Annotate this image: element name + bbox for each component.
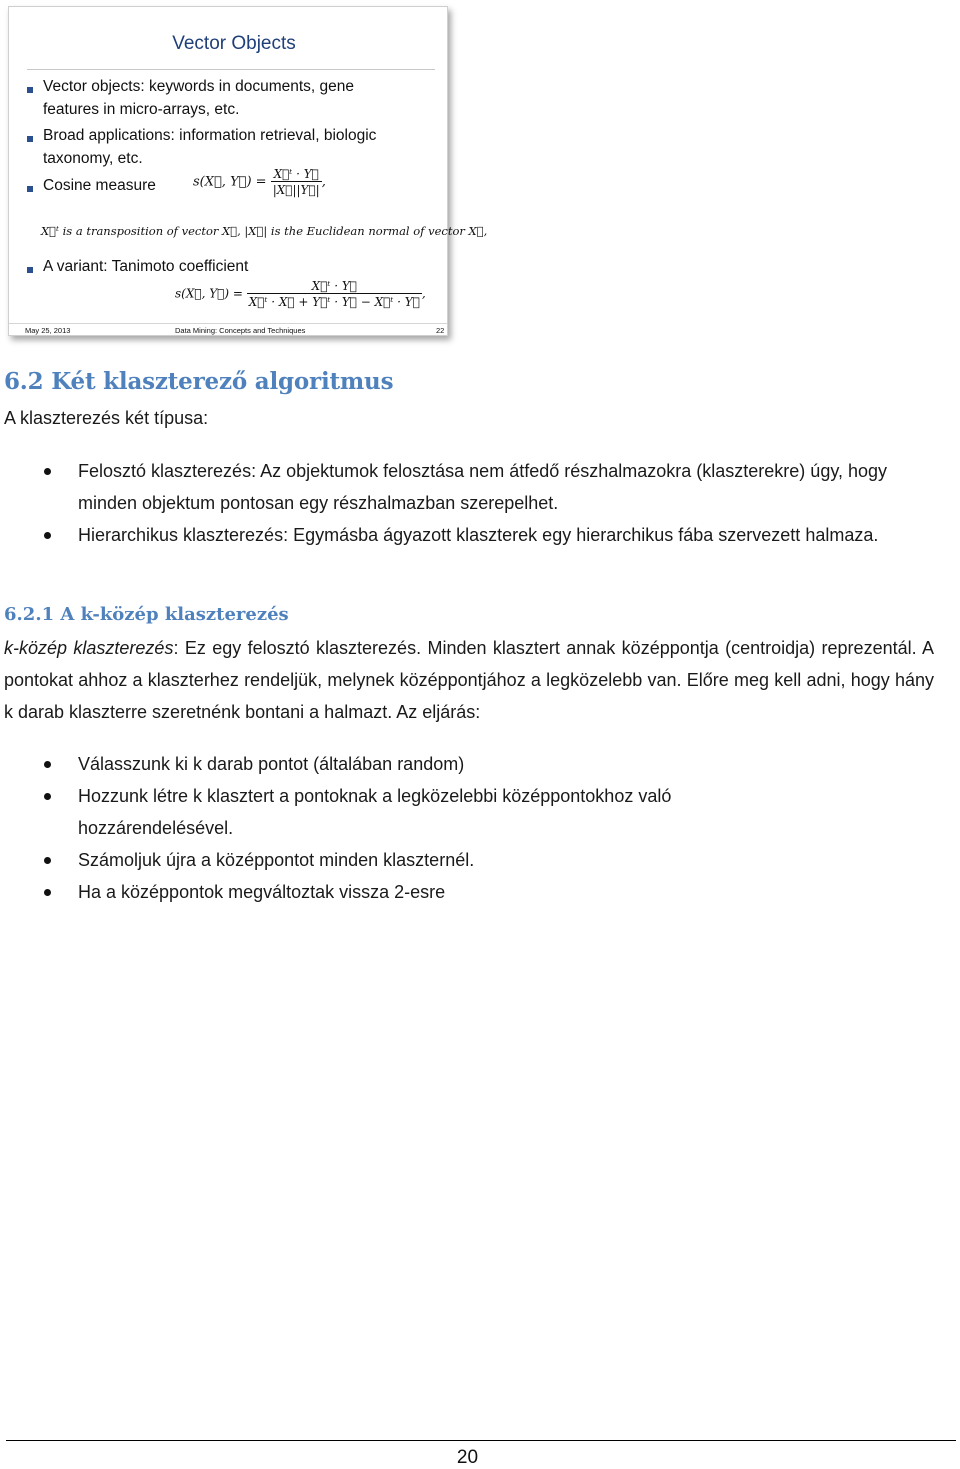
section-heading: 6.2 Két klaszterező algoritmus bbox=[4, 368, 394, 395]
slide-footer-date: May 25, 2013 bbox=[25, 326, 71, 335]
section-intro: A klaszterezés két típusa: bbox=[4, 408, 209, 428]
slide-footer-rule bbox=[9, 323, 447, 324]
slide-image bbox=[8, 6, 488, 336]
clustering-types-list bbox=[0, 455, 930, 551]
subsection-heading: 6.2.1 A k-közép klaszterezés bbox=[4, 604, 289, 625]
slide-bullet-square bbox=[27, 87, 33, 93]
list-item: Hozzunk létre k klasztert a pontoknak a legközelebbi középpontokhoz való hozzárendelésével. bbox=[0, 780, 930, 844]
page-number: 20 bbox=[456, 1447, 479, 1468]
slide-bullet-vector-objects: Vector objects: keywords in documents, gene features in micro-arrays, etc. bbox=[43, 78, 355, 118]
list-item: Ha a középpontok megváltoztak vissza 2-esre bbox=[0, 876, 930, 908]
slide-bullet-square bbox=[27, 186, 33, 192]
bullet-dot bbox=[44, 793, 51, 800]
bullet-dot bbox=[44, 889, 51, 896]
kmeans-steps-list bbox=[0, 748, 930, 908]
transposition-note: X⃗ᵗ is a transposition of vector X⃗, |X⃗| is the Euclidean normal of vector X⃗, bbox=[41, 224, 488, 238]
kmeans-term: k-közép klaszterezés bbox=[4, 638, 174, 658]
slide-bullet-square bbox=[27, 267, 33, 273]
cosine-formula: s(X⃗, Y⃗) = $\frac{\text{X⃗ᵗ · Y⃗}}{|X⃗||Y⃗|}$ , bbox=[193, 167, 326, 197]
slide-title: Vector Objects bbox=[172, 33, 296, 54]
list-item: Válasszunk ki k darab pontot (általában random) bbox=[0, 748, 930, 780]
list-item: Számoljuk újra a középpontot minden klaszternél. bbox=[0, 844, 930, 876]
slide-bullet-square bbox=[27, 136, 33, 142]
tanimoto-formula: s(X⃗, Y⃗) = $\frac{\text{X⃗ᵗ · Y⃗}}{\text{X⃗ᵗ · X⃗ + Y⃗ᵗ · Y⃗ − X⃗ᵗ · Y⃗}}$ , bbox=[175, 279, 426, 309]
kmeans-definition: k-közép klaszterezés: Ez egy felosztó klaszterezés. Minden klasztert annak középpontja (centroidja) reprezentál. A pontokat ahhoz a klaszterhez rendeljük, melynek középpontjához a legközelebb van. Előre meg kell adni, hogy hány k darab klaszterre szeretnénk bontani a halmazt. Az eljárás: bbox=[4, 638, 934, 722]
slide-footer-title: Data Mining: Concepts and Techniques bbox=[175, 326, 306, 335]
slide-bullet-cosine: Cosine measure bbox=[43, 177, 156, 194]
slide-footer-page: 22 bbox=[436, 326, 445, 335]
list-item: Hierarchikus klaszterezés: Egymásba ágyazott klaszterek egy hierarchikus fába szervezett halmaza. bbox=[0, 519, 930, 551]
slide-bullet-tanimoto: A variant: Tanimoto coefficient bbox=[43, 258, 249, 275]
bullet-dot bbox=[44, 468, 51, 475]
bullet-dot bbox=[44, 532, 51, 539]
bullet-dot bbox=[44, 857, 51, 864]
slide-title-rule bbox=[27, 69, 435, 70]
bullet-dot bbox=[44, 761, 51, 768]
slide-bullet-applications: Broad applications: information retrieval, biologic taxonomy, etc. bbox=[43, 127, 377, 167]
page-footer-rule bbox=[6, 1440, 956, 1441]
list-item: Felosztó klaszterezés: Az objektumok felosztása nem átfedő részhalmazokra (klaszterekre) úgy, hogy minden objektum pontosan egy részhalmazban szerepelhet. bbox=[0, 455, 930, 519]
